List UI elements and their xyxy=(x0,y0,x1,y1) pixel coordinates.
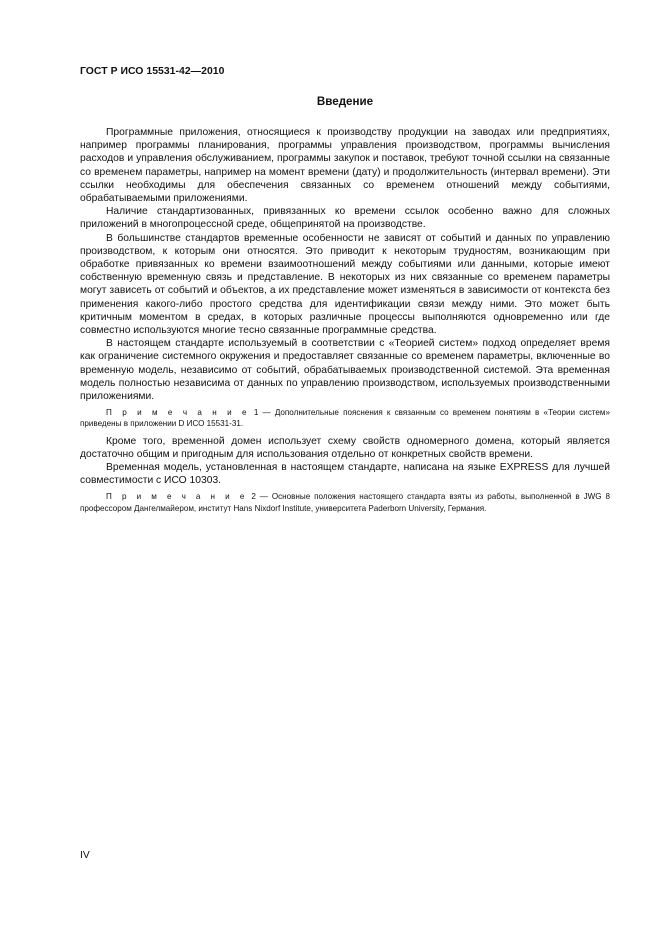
paragraph-3: В большинстве стандартов временные особенности не зависят от событий и данных по управлению производством, к которым они относятся. Это приводит к некоторым трудностям, возникающим при обработке привязанных ко времени взаимоотношений между событиями или данными, которые имеют собственную временную связь и представление. В некоторых из них связанные со временем параметры могут зависеть от событий и объектов, а их представление может изменяться в зависимости от контекста без применения какого-либо простого средства для идентификации связи между ними. Это может быть критичным моментом в средах, в которых различные процессы выполняются одновременно или где совместно используются многие тесно связанные программные средства. xyxy=(80,232,610,337)
note-2 xyxy=(80,491,610,513)
note-2-label: П р и м е ч а н и е xyxy=(106,492,248,502)
section-title: Введение xyxy=(316,95,374,108)
paragraph-2: Наличие стандартизованных, привязанных ко времени ссылок особенно важно для сложных приложений в многопроцессной среде, общепринятой на производстве. xyxy=(80,206,610,231)
standard-header: ГОСТ Р ИСО 15531-42—2010 xyxy=(80,66,225,77)
body-text xyxy=(80,126,610,519)
note-2-text: 2 — Основные положения настоящего стандарта взяты из работы, выполненной в JWG 8 профессором Дангелмайером, институт Hans Nixdorf Institute, университета Paderborn University, Германия. xyxy=(80,492,610,513)
paragraph-4: В настоящем стандарте используемый в соответствии с «Теорией систем» подход определяет время как ограничение системного окружения и предоставляет связанные со временем параметры, включенные во временную модель, независимо от событий, обрабатываемых производственной системой. Эта временная модель полностью независима от данных по управлению производством, используемых производственными приложениями. xyxy=(80,338,610,403)
note-1 xyxy=(80,407,610,429)
paragraph-5: Кроме того, временной домен использует схему свойств одномерного домена, который является достаточно общим и пригодным для использования отдельно от конкретных свойств времени. xyxy=(80,435,610,460)
paragraph-1: Программные приложения, относящиеся к производству продукции на заводах или предприятиях, например программы планирования, программы управления производством, программы вычисления расходов и управления обслуживанием, программы закупок и поставок, требуют точной ссылки на связанные со временем параметры, например на момент времени (дату) и продолжительность (интервал времени). Эти ссылки необходимы для обеспечения связанных со временем отношений между событиями, обрабатываемыми приложениями. xyxy=(80,127,610,205)
paragraph-6: Временная модель, установленная в настоящем стандарте, написана на языке EXPRESS для лучшей совместимости с ИСО 10303. xyxy=(80,462,610,487)
page-number: IV xyxy=(80,850,90,861)
note-1-label: П р и м е ч а н и е xyxy=(106,408,250,418)
note-1-text: 1 — Дополнительные пояснения к связанным со временем понятиям в «Теории систем» приведены в приложении D ИСО 15531-31. xyxy=(80,408,610,429)
